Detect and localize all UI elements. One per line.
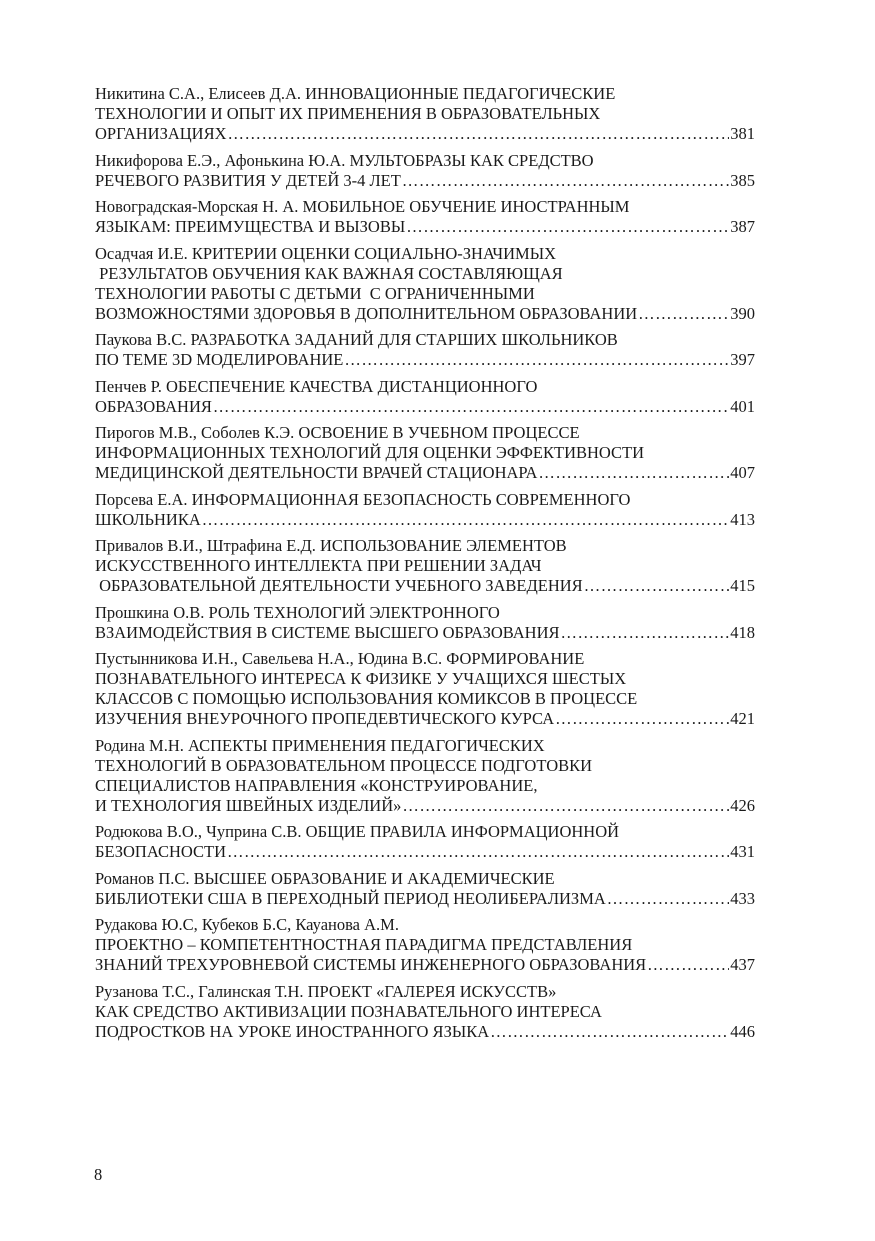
toc-entry-line: ИЗУЧЕНИЯ ВНЕУРОЧНОГО ПРОПЕДЕВТИЧЕСКОГО КУРСА (95, 709, 555, 728)
toc-entry-line: Рудакова Ю.С, Кубеков Б.С, Кауанова А.М. (95, 915, 399, 934)
toc-entry-line: Пустынникова И.Н., Савельева Н.А., Юдина В.С. ФОРМИРОВАНИЕ (95, 649, 585, 668)
toc-entry-last-line (95, 350, 755, 370)
dot-leader (561, 623, 730, 643)
toc-entry-line: БЕЗОПАСНОСТИ (95, 842, 226, 861)
toc-entry-last-line (95, 304, 755, 324)
dot-leader (402, 796, 729, 816)
dot-leader (638, 304, 729, 324)
dot-leader (538, 463, 729, 483)
toc-entry-last-line (95, 124, 755, 144)
toc-entry-page: 385 (730, 170, 755, 190)
toc-entry-line: Рузанова Т.С., Галинская Т.Н. ПРОЕКТ «ГАЛЕРЕЯ ИСКУССТВ» (95, 981, 557, 1001)
toc-entry-last-line (95, 217, 755, 237)
toc-entry-last-line (95, 397, 755, 417)
toc-entry-last-line (95, 1022, 755, 1042)
dot-leader (228, 124, 730, 144)
toc-entry (95, 197, 755, 237)
table-of-contents (95, 84, 755, 1048)
toc-entry-page: 381 (730, 124, 755, 143)
toc-entry-line: ТЕХНОЛОГИЙ В ОБРАЗОВАТЕЛЬНОМ ПРОЦЕССЕ ПОДГОТОВКИ (95, 755, 593, 775)
toc-entry-page: 407 (730, 463, 755, 482)
toc-entry-line: Привалов В.И., Штрафина Е.Д. ИСПОЛЬЗОВАНИЕ ЭЛЕМЕНТОВ (95, 536, 567, 555)
dot-leader (213, 397, 729, 417)
toc-entry-line: ПОДРОСТКОВ НА УРОКЕ ИНОСТРАННОГО ЯЗЫКА (95, 1021, 490, 1041)
toc-entry-line: ИСКУССТВЕННОГО ИНТЕЛЛЕКТА ПРИ РЕШЕНИИ ЗАДАЧ (95, 556, 542, 575)
toc-entry-page: 433 (730, 888, 755, 908)
toc-entry-last-line (95, 576, 755, 596)
toc-entry-line: ВОЗМОЖНОСТЯМИ ЗДОРОВЬЯ В ДОПОЛНИТЕЛЬНОМ ОБРАЗОВАНИИ (95, 303, 638, 323)
toc-entry-line: ЯЗЫКАМ: ПРЕИМУЩЕСТВА И ВЫЗОВЫ (95, 217, 406, 236)
toc-entry-page: 426 (730, 795, 755, 815)
toc-entry-line: РЕЗУЛЬТАТОВ ОБУЧЕНИЯ КАК ВАЖНАЯ СОСТАВЛЯЮЩАЯ (95, 263, 563, 283)
toc-entry-line: Родюкова В.О., Чуприна С.В. ОБЩИЕ ПРАВИЛА ИНФОРМАЦИОННОЙ (95, 822, 620, 841)
toc-entry-line: И ТЕХНОЛОГИЯ ШВЕЙНЫХ ИЗДЕЛИЙ» (95, 795, 402, 815)
toc-entry (95, 84, 755, 144)
dot-leader (555, 709, 729, 729)
toc-entry-last-line (95, 955, 755, 975)
toc-entry-last-line (95, 709, 755, 729)
toc-entry (95, 915, 755, 975)
toc-entry-line: ИНФОРМАЦИОННЫХ ТЕХНОЛОГИЙ ДЛЯ ОЦЕНКИ ЭФФЕКТИВНОСТИ (95, 443, 645, 462)
toc-entry-line: БИБЛИОТЕКИ США В ПЕРЕХОДНЫЙ ПЕРИОД НЕОЛИБЕРАЛИЗМА (95, 888, 606, 908)
page-number: 8 (94, 1165, 103, 1184)
toc-entry-line: ПРОЕКТНО – КОМПЕТЕНТНОСТНАЯ ПАРАДИГМА ПРЕДСТАВЛЕНИЯ (95, 935, 633, 954)
toc-entry-line: Осадчая И.Е. КРИТЕРИИ ОЦЕНКИ СОЦИАЛЬНО-ЗНАЧИМЫХ (95, 243, 556, 263)
toc-entry-page: 397 (730, 350, 755, 369)
toc-entry-line: Пенчев Р. ОБЕСПЕЧЕНИЕ КАЧЕСТВА ДИСТАНЦИОННОГО (95, 376, 538, 396)
dot-leader (607, 889, 729, 909)
toc-entry-page: 418 (730, 622, 755, 642)
toc-entry-page: 437 (730, 955, 755, 974)
toc-entry-page: 421 (730, 709, 755, 728)
toc-entry-line: ПОЗНАВАТЕЛЬНОГО ИНТЕРЕСА К ФИЗИКЕ У УЧАЩИХСЯ ШЕСТЫХ (95, 669, 627, 688)
dot-leader (227, 842, 729, 862)
toc-entry (95, 869, 755, 909)
dot-leader (647, 955, 729, 975)
toc-entry-line: ОБРАЗОВАТЕЛЬНОЙ ДЕЯТЕЛЬНОСТИ УЧЕБНОГО ЗАВЕДЕНИЯ (95, 576, 583, 595)
dot-leader (202, 510, 729, 530)
toc-entry-line: Никитина С.А., Елисеев Д.А. ИННОВАЦИОННЫЕ ПЕДАГОГИЧЕСКИЕ (95, 84, 616, 103)
toc-entry-page: 401 (730, 396, 755, 416)
toc-entry (95, 736, 755, 816)
toc-entry-line: ШКОЛЬНИКА (95, 509, 201, 529)
toc-entry-line: ТЕХНОЛОГИИ И ОПЫТ ИХ ПРИМЕНЕНИЯ В ОБРАЗОВАТЕЛЬНЫХ (95, 104, 601, 123)
toc-entry (95, 603, 755, 643)
toc-entry (95, 490, 755, 530)
toc-entry-line: ОРГАНИЗАЦИЯХ (95, 124, 227, 143)
toc-entry-last-line (95, 171, 755, 191)
toc-entry (95, 151, 755, 191)
dot-leader (584, 576, 730, 596)
toc-entry-line: Романов П.С. ВЫСШЕЕ ОБРАЗОВАНИЕ И АКАДЕМИЧЕСКИЕ (95, 868, 555, 888)
toc-entry (95, 244, 755, 324)
toc-entry-line: МЕДИЦИНСКОЙ ДЕЯТЕЛЬНОСТИ ВРАЧЕЙ СТАЦИОНАРА (95, 463, 538, 482)
dot-leader (406, 217, 729, 237)
toc-entry-last-line (95, 889, 755, 909)
toc-entry-line: Порсева Е.А. ИНФОРМАЦИОННАЯ БЕЗОПАСНОСТЬ СОВРЕМЕННОГО (95, 489, 631, 509)
toc-entry-page: 413 (730, 509, 755, 529)
toc-entry-line: Пирогов М.В., Соболев К.Э. ОСВОЕНИЕ В УЧЕБНОМ ПРОЦЕССЕ (95, 423, 580, 442)
toc-entry-last-line (95, 463, 755, 483)
toc-entry-page: 431 (730, 842, 755, 861)
toc-entry-page: 446 (730, 1021, 755, 1041)
toc-entry-line: Новоградская-Морская Н. А. МОБИЛЬНОЕ ОБУЧЕНИЕ ИНОСТРАННЫМ (95, 197, 630, 216)
toc-entry (95, 982, 755, 1042)
toc-entry-line: ПО ТЕМЕ 3D МОДЕЛИРОВАНИЕ (95, 350, 344, 369)
toc-entry-line: КЛАССОВ С ПОМОЩЬЮ ИСПОЛЬЗОВАНИЯ КОМИКСОВ В ПРОЦЕССЕ (95, 689, 638, 708)
toc-entry-line: Паукова В.С. РАЗРАБОТКА ЗАДАНИЙ ДЛЯ СТАРШИХ ШКОЛЬНИКОВ (95, 330, 618, 349)
toc-entry (95, 423, 755, 483)
toc-entry (95, 649, 755, 729)
toc-entry-last-line (95, 796, 755, 816)
toc-entry (95, 377, 755, 417)
toc-entry-last-line (95, 623, 755, 643)
toc-entry-line: ВЗАИМОДЕЙСТВИЯ В СИСТЕМЕ ВЫСШЕГО ОБРАЗОВАНИЯ (95, 622, 560, 642)
toc-entry-page: 390 (730, 303, 755, 323)
dot-leader (490, 1022, 729, 1042)
toc-entry-last-line (95, 842, 755, 862)
toc-entry-line: ЗНАНИЙ ТРЕХУРОВНЕВОЙ СИСТЕМЫ ИНЖЕНЕРНОГО ОБРАЗОВАНИЯ (95, 955, 647, 974)
toc-entry-line: Родина М.Н. АСПЕКТЫ ПРИМЕНЕНИЯ ПЕДАГОГИЧЕСКИХ (95, 735, 545, 755)
dot-leader (344, 350, 729, 370)
toc-entry-page: 415 (730, 576, 755, 595)
toc-entry (95, 330, 755, 370)
toc-entry-line: Никифорова Е.Э., Афонькина Ю.А. МУЛЬТОБРАЗЫ КАК СРЕДСТВО (95, 150, 594, 170)
toc-entry-page: 387 (730, 217, 755, 236)
dot-leader (402, 171, 729, 191)
toc-entry-line: ТЕХНОЛОГИИ РАБОТЫ С ДЕТЬМИ С ОГРАНИЧЕННЫМИ (95, 283, 535, 303)
toc-entry-line: КАК СРЕДСТВО АКТИВИЗАЦИИ ПОЗНАВАТЕЛЬНОГО ИНТЕРЕСА (95, 1001, 602, 1021)
toc-entry-line: Прошкина О.В. РОЛЬ ТЕХНОЛОГИЙ ЭЛЕКТРОННОГО (95, 602, 500, 622)
toc-entry (95, 536, 755, 596)
toc-entry-last-line (95, 510, 755, 530)
toc-entry (95, 822, 755, 862)
toc-entry-line: РЕЧЕВОГО РАЗВИТИЯ У ДЕТЕЙ 3-4 ЛЕТ (95, 170, 401, 190)
toc-entry-line: СПЕЦИАЛИСТОВ НАПРАВЛЕНИЯ «КОНСТРУИРОВАНИЕ, (95, 775, 538, 795)
toc-entry-line: ОБРАЗОВАНИЯ (95, 396, 212, 416)
